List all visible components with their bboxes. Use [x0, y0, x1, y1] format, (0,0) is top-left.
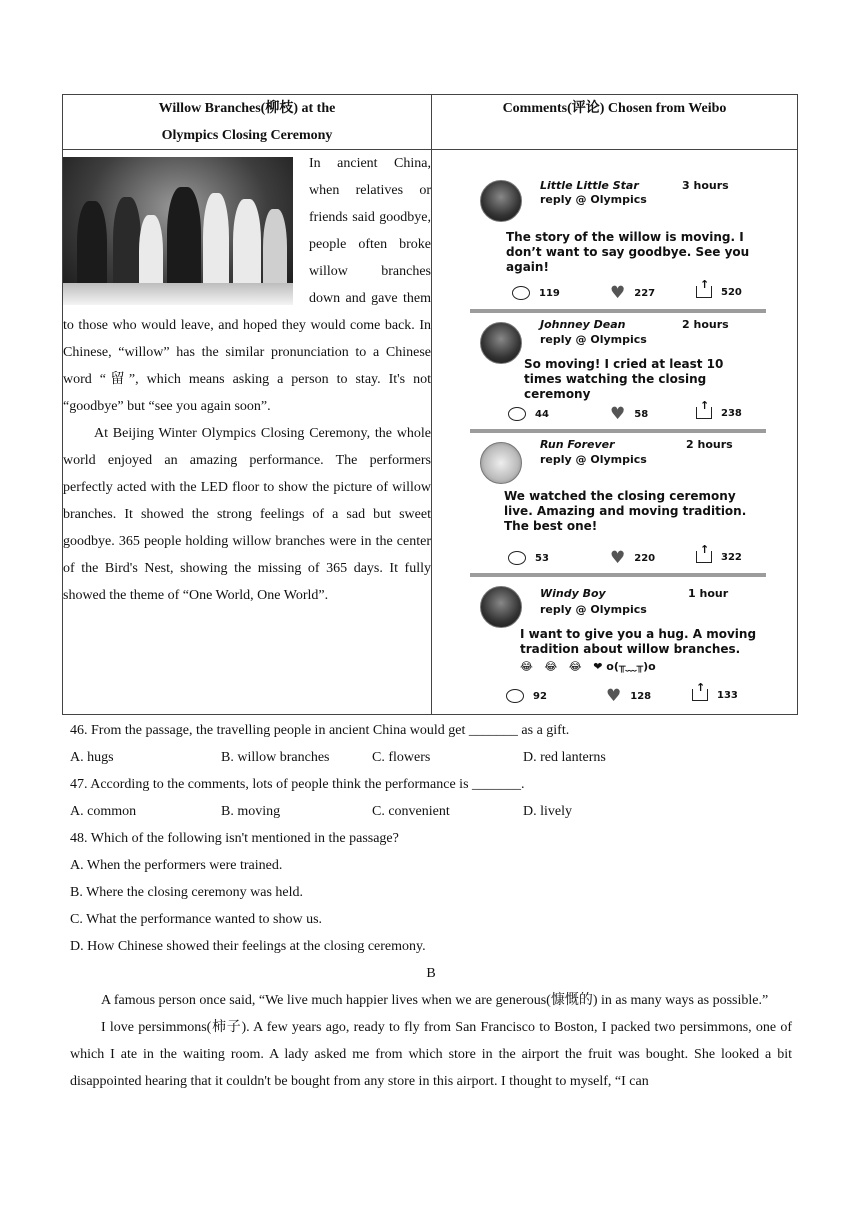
like-count: 227	[634, 287, 656, 299]
comment-reply: reply @ Olympics	[540, 603, 647, 616]
question-47-options	[70, 798, 792, 825]
option-d[interactable]: D. lively	[523, 804, 572, 819]
comment-icon[interactable]	[506, 689, 524, 703]
option-d[interactable]: D. red lanterns	[523, 750, 606, 765]
comment-count: 44	[535, 408, 549, 420]
comment-time: 1 hour	[688, 587, 729, 600]
share-count: 520	[721, 286, 742, 298]
weibo-comments	[432, 150, 797, 714]
passage-cell	[63, 150, 432, 715]
section-b-paragraph-1: A famous person once said, “We live much happier lives when we are generous(慷慨的) in as many ways as possible.”	[101, 993, 769, 1008]
like-count: 220	[634, 552, 656, 564]
heart-icon[interactable]: ♥	[610, 283, 626, 303]
option-a[interactable]: A. When the performers were trained.	[70, 858, 283, 873]
reading-table	[62, 94, 798, 715]
comments-cell	[432, 150, 798, 715]
option-d[interactable]: D. How Chinese showed their feelings at the closing ceremony.	[70, 939, 426, 954]
comment-reply: reply @ Olympics	[540, 453, 647, 466]
comment-text: So moving! I cried at least 10 times watching the closing ceremony	[524, 357, 724, 401]
option-c[interactable]: C. convenient	[372, 804, 450, 819]
share-count: 322	[721, 551, 742, 563]
comment-username: Windy Boy	[540, 587, 606, 600]
left-title-line2: Olympics Closing Ceremony	[161, 128, 333, 143]
comment-count: 92	[533, 690, 547, 702]
comment-username: Johnney Dean	[540, 318, 626, 331]
reading-table-wrapper	[62, 94, 798, 715]
comment-time: 2 hours	[686, 438, 733, 451]
user-avatar	[480, 180, 522, 222]
question-46-options	[70, 744, 792, 771]
user-avatar	[480, 322, 522, 364]
question-46: 46. From the passage, the travelling people in ancient China would get _______ as a gift.	[70, 723, 570, 738]
comment-card	[470, 577, 766, 714]
comment-time: 3 hours	[682, 179, 729, 192]
comment-username: Run Forever	[540, 438, 615, 451]
comment-emoticons: 😂 😂 😂 ❤ o(╥﹏╥)o	[520, 660, 656, 673]
question-48: 48. Which of the following isn't mentioned in the passage?	[70, 831, 399, 846]
comment-icon[interactable]	[508, 407, 526, 421]
right-column-header	[432, 95, 798, 150]
comment-text: The story of the willow is moving. I don’t want to say goodbye. See you again!	[506, 230, 750, 274]
comment-count: 53	[535, 552, 549, 564]
comment-username: Little Little Star	[540, 179, 639, 192]
emoticon-text: ❤ o(╥﹏╥)o	[593, 660, 656, 673]
comment-reply: reply @ Olympics	[540, 193, 647, 206]
like-count: 128	[630, 690, 652, 702]
option-a[interactable]: A. common	[70, 804, 137, 819]
option-b[interactable]: B. moving	[221, 804, 281, 819]
questions-section	[70, 717, 792, 1095]
right-title: Comments(评论) Chosen from Weibo	[502, 101, 727, 116]
section-b-label: B	[426, 966, 436, 981]
comment-card	[470, 433, 766, 577]
share-count: 238	[721, 407, 742, 419]
share-icon[interactable]	[696, 286, 712, 298]
option-a[interactable]: A. hugs	[70, 750, 114, 765]
left-column-header	[63, 95, 432, 150]
heart-icon[interactable]: ♥	[610, 548, 626, 568]
section-b-paragraph-2: I love persimmons(柿子). A few years ago, ready to fly from San Francisco to Boston, I packed two persimmons, one of which I ate in the waiting room. A lady asked me from which store in the airport the fruit was bought. She looked a bit disappointed hearing that it couldn't be bought from any store in this airport. I thought to myself, “I can	[70, 1020, 792, 1089]
comment-text: I want to give you a hug. A moving tradition about willow branches.	[520, 627, 757, 656]
share-icon[interactable]	[696, 551, 712, 563]
heart-icon[interactable]: ♥	[610, 404, 626, 424]
comment-card	[470, 162, 766, 313]
comment-icon[interactable]	[512, 286, 530, 300]
passage-paragraph-2: At Beijing Winter Olympics Closing Ceremony, the whole world enjoyed an amazing performance. The performers perfectly acted with the LED floor to show the picture of willow branches. It showed the strong feelings of a sad but sweet goodbye. 365 people holding willow branches were in the center of the Bird's Nest, showing the missing of 365 days. It fully showed the theme of “One World, One World”.	[63, 426, 431, 603]
comment-count: 119	[539, 287, 560, 299]
option-b[interactable]: B. Where the closing ceremony was held.	[70, 885, 304, 900]
ceremony-photo	[63, 157, 293, 305]
heart-icon[interactable]: ♥	[606, 686, 622, 706]
comment-text: We watched the closing ceremony live. Amazing and moving tradition. The best one!	[504, 489, 747, 533]
user-avatar	[480, 586, 522, 628]
comment-icon[interactable]	[508, 551, 526, 565]
comment-card	[470, 313, 766, 433]
option-b[interactable]: B. willow branches	[221, 750, 330, 765]
question-47: 47. According to the comments, lots of people think the performance is _______.	[70, 777, 525, 792]
share-icon[interactable]	[692, 689, 708, 701]
comment-time: 2 hours	[682, 318, 729, 331]
option-c[interactable]: C. flowers	[372, 750, 431, 765]
passage-paragraph-1: In ancient China, when relatives or friends said goodbye, people often broke willow branches down and gave them to those who would leave, and hoped they would come back. In Chinese, “willow” has the similar pronunciation to a Chinese word “留”, which means asking a person to stay. It's not “goodbye” but “see you again soon”.	[63, 156, 431, 414]
like-count: 58	[634, 408, 649, 420]
share-icon[interactable]	[696, 407, 712, 419]
comment-reply: reply @ Olympics	[540, 333, 647, 346]
user-avatar	[480, 442, 522, 484]
left-title-line1: Willow Branches(柳枝) at the	[158, 101, 336, 116]
option-c[interactable]: C. What the performance wanted to show us.	[70, 912, 323, 927]
share-count: 133	[717, 689, 738, 701]
